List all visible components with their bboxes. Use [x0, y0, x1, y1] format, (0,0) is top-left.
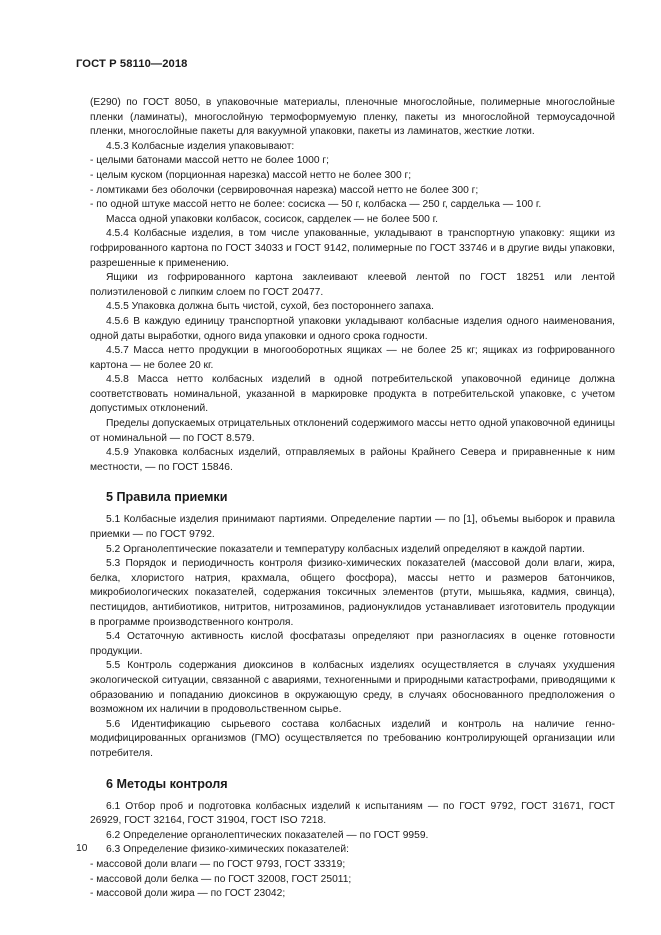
clause-4-5-4: 4.5.4 Колбасные изделия, в том числе упакованные, укладывают в транспортную упаковку: ящики из гофрированного картона по ГОСТ 34033 и ГОСТ 9142, полимерные по ГОСТ 33746 и в другие виды упаковки, разрешенные к применению. — [90, 228, 615, 269]
clause-5-3: 5.3 Порядок и периодичность контроля физико-химических показателей (массовой доли влаги, жира, белка, хлористого натрия, крахмала, общего фосфора), массы нетто и размеров батончиков, микробиологических показателей, содержания токсичных элементов (ртути, мышьяка, кадмия, свинца), пестицидов, антибиотиков, нитритов, нитрозаминов, радионуклидов устанавливает изготовитель продукции в программе производственного контроля. — [90, 558, 615, 628]
document-code-header: ГОСТ Р 58110—2018 — [76, 58, 188, 70]
paragraph: Пределы допускаемых отрицательных отклонений содержимого массы нетто одной упаковочной единицы от номинальной — по ГОСТ 8.579. — [90, 418, 615, 444]
list-item: - массовой доли влаги — по ГОСТ 9793, ГОСТ 33319; — [90, 858, 346, 870]
list-item: - целым куском (порционная нарезка) массой нетто не более 300 г; — [90, 169, 412, 181]
clause-4-5-3: 4.5.3 Колбасные изделия упаковывают: — [106, 140, 295, 152]
clause-5-6: 5.6 Идентификацию сырьевого состава колбасных изделий и контроль на наличие генно-модифицированных организмов (ГМО) осуществляется по требованию контролирующей организации или потребителя. — [90, 718, 615, 759]
clause-6-3: 6.3 Определение физико-химических показателей: — [106, 844, 349, 856]
paragraph: (E290) по ГОСТ 8050, в упаковочные материалы, пленочные многослойные, полимерные многослойные пленки (ламинаты), многослойную термоформуемую пленку, пакеты из многослойной термоусадочной пленки, многослойные пакеты для вакуумной упаковки, пакеты из ламинатов, жесткие лотки. — [90, 97, 615, 138]
paragraph: Ящики из гофрированного картона заклеивают клеевой лентой по ГОСТ 18251 или лентой полиэтиленовой с липким слоем по ГОСТ 20477. — [90, 272, 615, 298]
clause-5-2: 5.2 Органолептические показатели и температуру колбасных изделий определяют в каждой партии. — [106, 543, 585, 555]
clause-5-1: 5.1 Колбасные изделия принимают партиями. Определение партии — по [1], объемы выборок и правила приемки — по ГОСТ 9792. — [90, 514, 615, 541]
clause-4-5-8: 4.5.8 Масса нетто колбасных изделий в одной потребительской упаковочной единице должна соответствовать номинальной, указанной в маркировке продукта в потребительской упаковке, с учетом допустимых отклонений. — [90, 374, 615, 415]
clause-4-5-5: 4.5.5 Упаковка должна быть чистой, сухой, без постороннего запаха. — [106, 301, 434, 313]
section-heading-5: 5 Правила приемки — [106, 490, 228, 505]
clause-6-2: 6.2 Определение органолептических показателей — по ГОСТ 9959. — [106, 829, 429, 841]
clause-4-5-7: 4.5.7 Масса нетто продукции в многооборотных ящиках — не более 25 кг; ящиках из гофрированного картона — не более 20 кг. — [90, 345, 615, 371]
list-item: - по одной штуке массой нетто не более: сосиска — 50 г, колбаска — 250 г, сарделька — 100 г. — [90, 199, 542, 211]
list-item: - массовой доли белка — по ГОСТ 32008, ГОСТ 25011; — [90, 873, 352, 885]
page-number: 10 — [76, 843, 88, 854]
section-heading-6: 6 Методы контроля — [106, 776, 228, 791]
clause-4-5-6: 4.5.6 В каждую единицу транспортной упаковки укладывают колбасные изделия одного наименования, одной даты выработки, одного вида упаковки и одного срока годности. — [90, 315, 615, 342]
list-item: - ломтиками без оболочки (сервировочная нарезка) массой нетто не более 300 г; — [90, 184, 479, 196]
paragraph: Масса одной упаковки колбасок, сосисок, сарделек — не более 500 г. — [106, 213, 438, 225]
clause-5-4: 5.4 Остаточную активность кислой фосфатазы определяют при разногласиях в оценке готовности продукции. — [90, 631, 615, 657]
clause-6-1: 6.1 Отбор проб и подготовка колбасных изделий к испытаниям — по ГОСТ 9792, ГОСТ 31671, ГОСТ 26929, ГОСТ 32164, ГОСТ 31904, ГОСТ ISO 7218. — [90, 800, 615, 827]
document-body — [90, 96, 615, 902]
list-item: - целыми батонами массой нетто не более 1000 г; — [90, 155, 329, 167]
list-item: - массовой доли жира — по ГОСТ 23042; — [90, 888, 286, 900]
clause-5-5: 5.5 Контроль содержания диоксинов в колбасных изделиях осуществляется в случаях ухудшения экологической ситуации, связанной с авариями, техногенными и природными катастрофами, приводящими к образованию и попаданию диоксинов в окружающую среду, в случаях обоснованного предположения о возможном их наличии в продовольственном сырье. — [90, 660, 615, 716]
clause-4-5-9: 4.5.9 Упаковка колбасных изделий, отправляемых в районы Крайнего Севера и приравненные к ним местности, — по ГОСТ 15846. — [90, 447, 615, 473]
